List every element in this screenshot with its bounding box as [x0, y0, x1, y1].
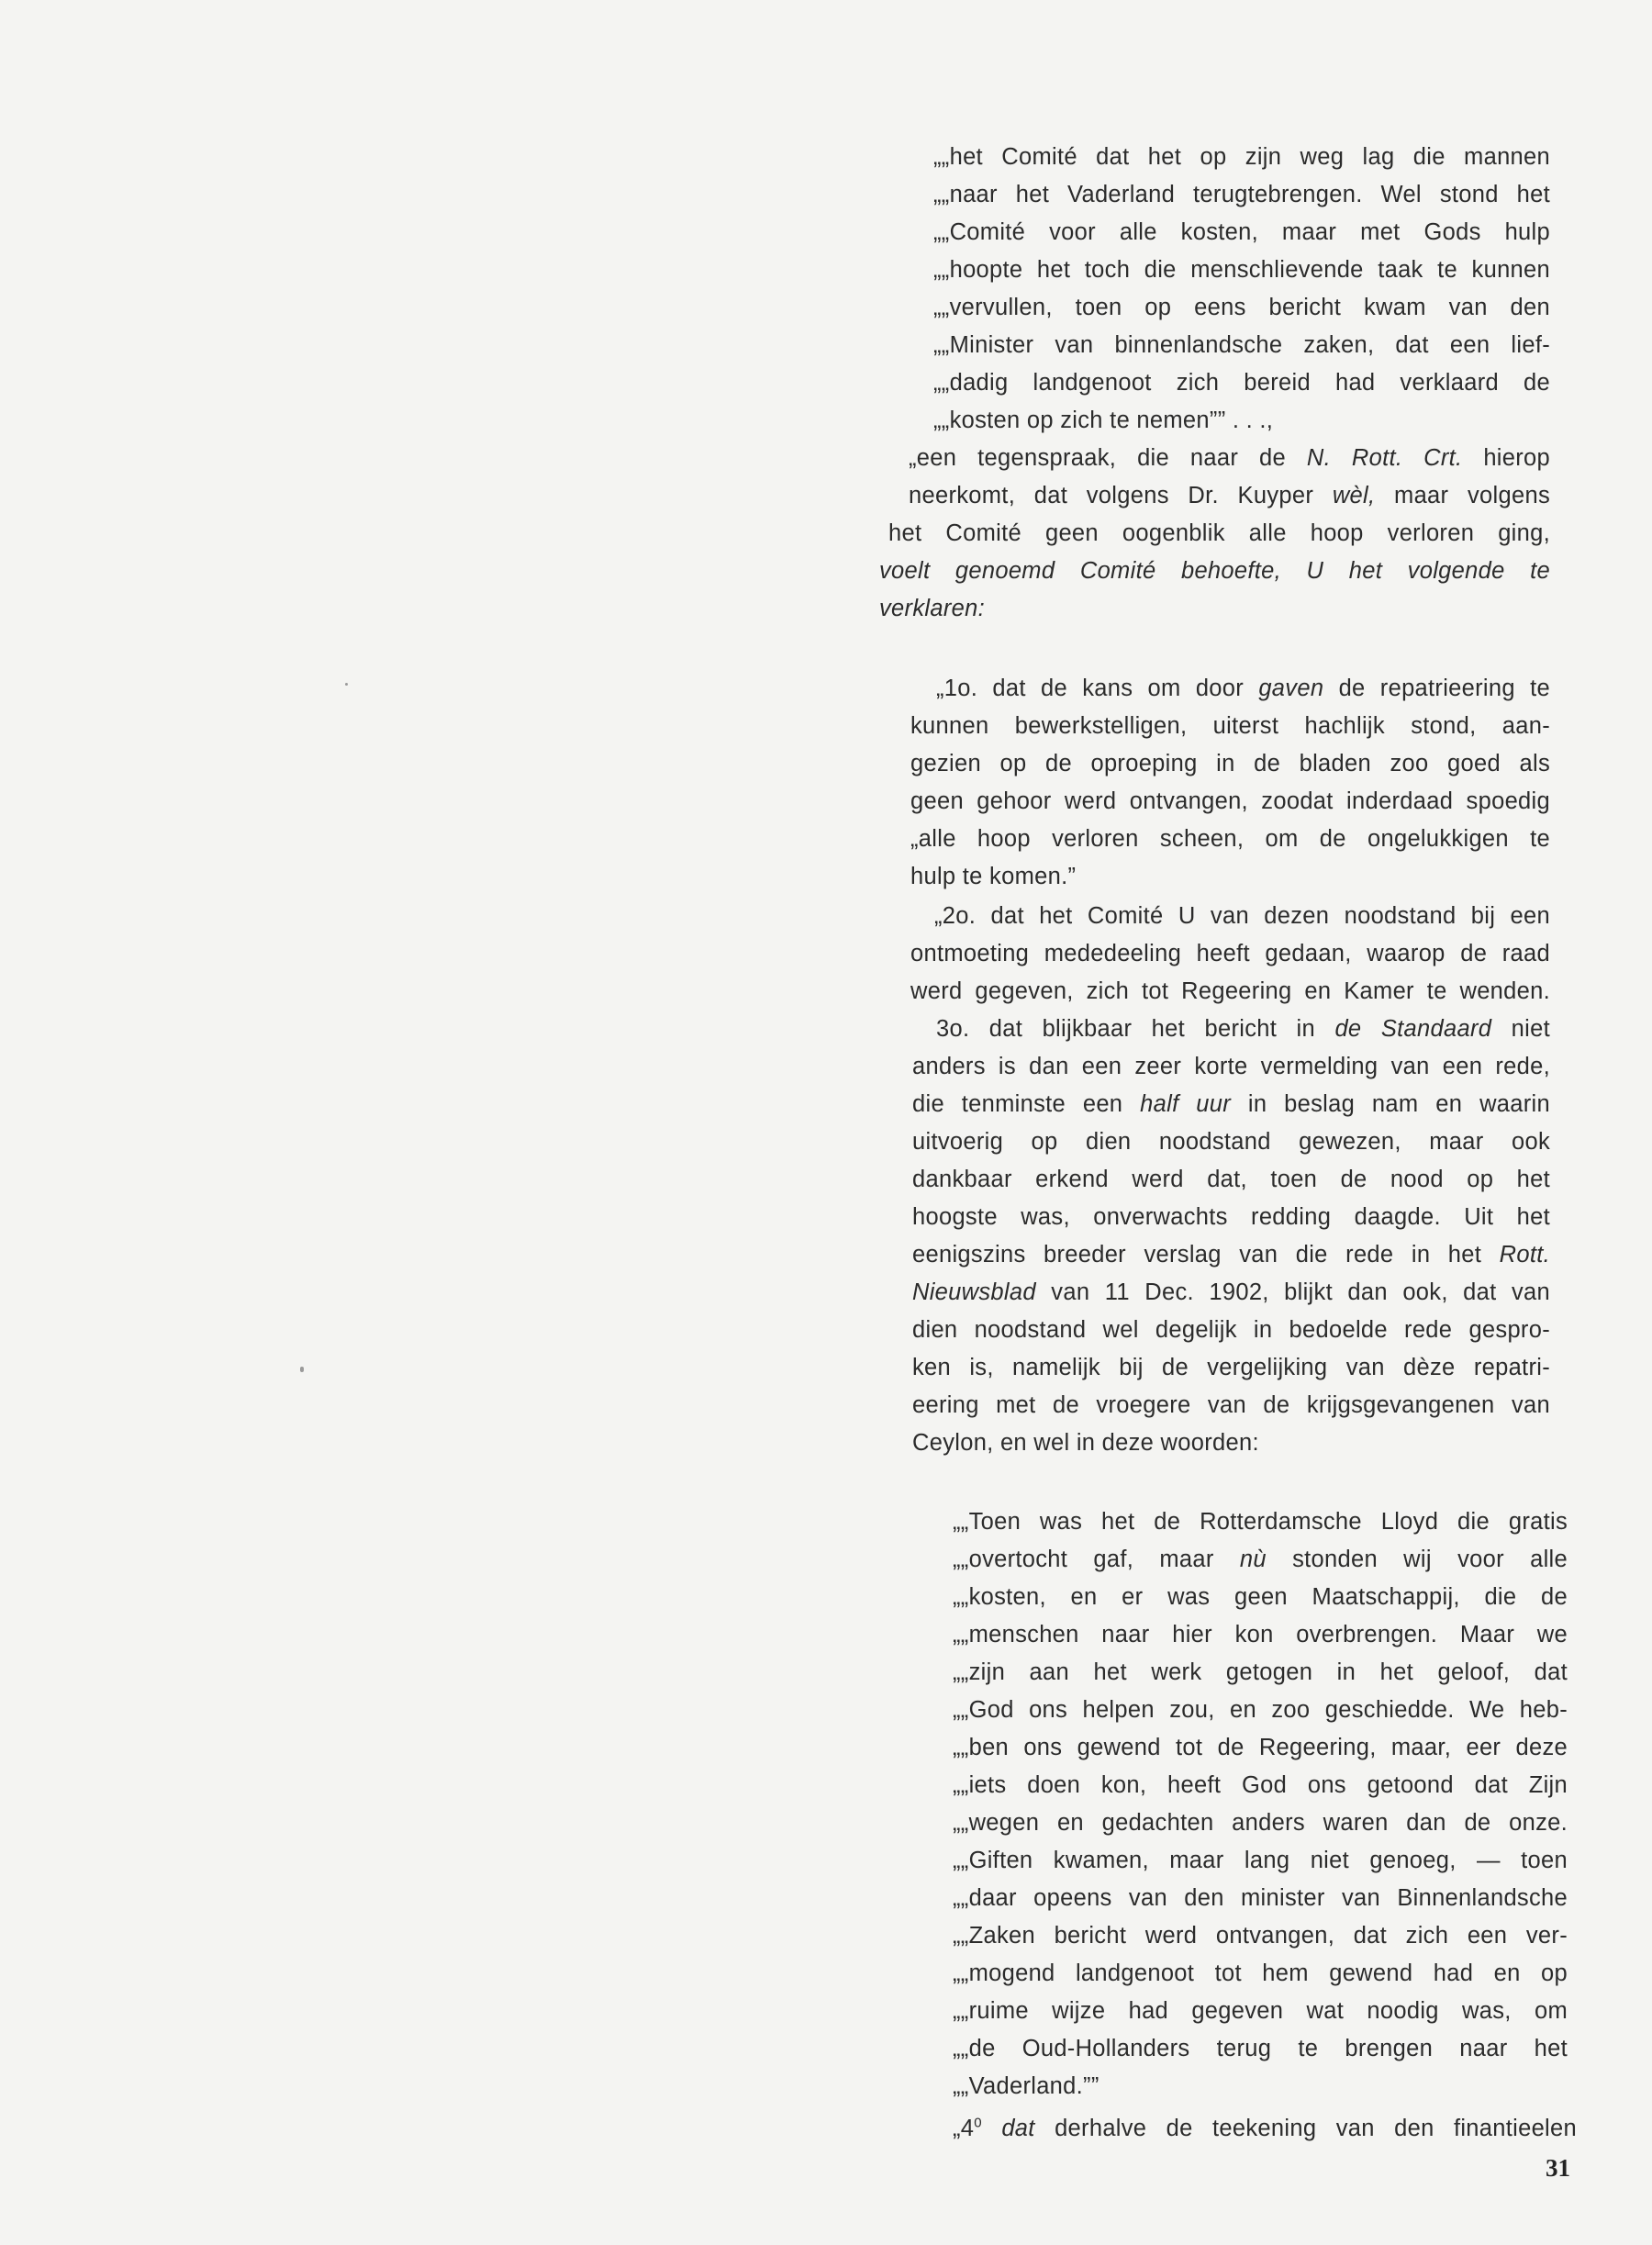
text-line: verklaren:	[879, 596, 985, 621]
text-line: „„Vaderland.””	[953, 2073, 1099, 2099]
text-line: „„menschen naar hier kon overbrengen. Maar we	[953, 1622, 1568, 1647]
text-line: „alle hoop verloren scheen, om de ongelukkigen te	[910, 826, 1550, 852]
text-line: „2o. dat het Comité U van dezen noodstand bij een	[934, 903, 1550, 929]
text-line: Nieuwsblad van 11 Dec. 1902, blijkt dan ook, dat van	[912, 1279, 1550, 1305]
text-line: „een tegenspraak, die naar de N. Rott. Crt. hierop	[909, 445, 1551, 471]
text-line: het Comité geen oogenblik alle hoop verloren ging,	[888, 520, 1550, 546]
text-line: ken is, namelijk bij de vergelijking van dèze repatri-	[912, 1355, 1550, 1380]
text-line: ontmoeting mededeeling heeft gedaan, waarop de raad	[910, 941, 1550, 966]
text-line: „„wegen en gedachten anders waren dan de onze.	[953, 1810, 1568, 1836]
text-line: uitvoerig op dien noodstand gewezen, maar ook	[912, 1129, 1550, 1155]
text-line: „„Toen was het de Rotterdamsche Lloyd die gratis	[953, 1509, 1568, 1535]
text-line: „„kosten op zich te nemen”” . . .,	[933, 408, 1274, 433]
text-line: eering met de vroegere van de krijgsgevangenen van	[912, 1392, 1550, 1418]
text-line: „„vervullen, toen op eens bericht kwam van den	[933, 295, 1550, 320]
text-line: „„Giften kwamen, maar lang niet genoeg, — toen	[953, 1848, 1568, 1873]
text-line: „„naar het Vaderland terugtebrengen. Wel stond het	[933, 182, 1550, 207]
text-line: $„4^0$ dat derhalve de teekening van den finantieelen	[953, 2115, 1577, 2141]
text-line: „„ruime wijze had gegeven wat noodig was, om	[953, 1998, 1568, 2024]
text-line: „„kosten, en er was geen Maatschappij, die de	[953, 1584, 1568, 1610]
text-line: „„mogend landgenoot tot hem gewend had en op	[953, 1960, 1568, 1986]
text-line: „„hoopte het toch die menschlievende taak te kunnen	[933, 257, 1550, 283]
text-line: die tenminste een half uur in beslag nam en waarin	[912, 1091, 1550, 1117]
text-line: voelt genoemd Comité behoefte, U het volgende te	[879, 558, 1550, 584]
text-line: „„Comité voor alle kosten, maar met Gods hulp	[933, 219, 1550, 245]
text-line: „„ben ons gewend tot de Regeering, maar, eer deze	[953, 1735, 1568, 1760]
text-line: eenigszins breeder verslag van die rede in het Rott.	[912, 1242, 1550, 1268]
scan-speck	[300, 1367, 304, 1372]
text-line: dien noodstand wel degelijk in bedoelde rede gespro-	[912, 1317, 1550, 1343]
text-line: „„God ons helpen zou, en zoo geschiedde. We heb-	[953, 1697, 1568, 1723]
text-line: neerkomt, dat volgens Dr. Kuyper wèl, maar volgens	[909, 483, 1550, 508]
text-line: „„de Oud-Hollanders terug te brengen naar het	[953, 2036, 1568, 2061]
text-line: „„dadig landgenoot zich bereid had verklaard de	[933, 370, 1550, 396]
text-line: gezien op de oproeping in de bladen zoo goed als	[910, 751, 1550, 776]
text-line: „„zijn aan het werk getogen in het geloof, dat	[953, 1659, 1568, 1685]
text-line: „„Minister van binnenlandsche zaken, dat een lief-	[933, 332, 1550, 358]
scan-speck	[345, 683, 348, 686]
text-line: „„Zaken bericht werd ontvangen, dat zich een ver-	[953, 1923, 1568, 1949]
text-line: „„daar opeens van den minister van Binnenlandsche	[953, 1885, 1568, 1911]
text-line: hoogste was, onverwachts redding daagde. Uit het	[912, 1204, 1550, 1230]
text-line: „„overtocht gaf, maar nù stonden wij voor alle	[953, 1547, 1568, 1572]
text-line: dankbaar erkend werd dat, toen de nood op het	[912, 1167, 1550, 1192]
page-number: 31	[1546, 2154, 1570, 2182]
text-line: hulp te komen.”	[910, 864, 1077, 889]
text-line: geen gehoor werd ontvangen, zoodat inderdaad spoedig	[910, 788, 1550, 814]
text-line: werd gegeven, zich tot Regeering en Kamer te wenden.	[910, 978, 1550, 1004]
text-line: Ceylon, en wel in deze woorden:	[912, 1430, 1259, 1456]
text-line: anders is dan een zeer korte vermelding van een rede,	[912, 1054, 1550, 1079]
text-line: „„het Comité dat het op zijn weg lag die mannen	[933, 144, 1550, 170]
text-line: 3o. dat blijkbaar het bericht in de Standaard niet	[936, 1016, 1550, 1042]
text-line: „1o. dat de kans om door gaven de repatrieering te	[936, 676, 1550, 701]
text-line: „„iets doen kon, heeft God ons getoond dat Zijn	[953, 1772, 1568, 1798]
text-line: kunnen bewerkstelligen, uiterst hachlijk stond, aan-	[910, 713, 1550, 739]
